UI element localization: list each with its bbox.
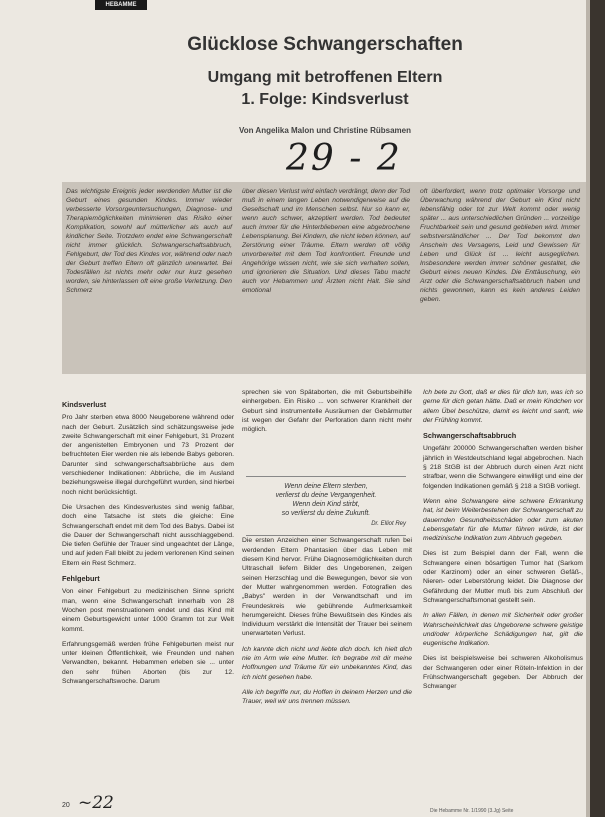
body-column-2 <box>242 388 412 713</box>
quote-line: verlierst du deine Vergangenheit. <box>275 492 377 499</box>
body-column-1 <box>62 400 234 692</box>
handwritten-page-number: ~22 <box>78 793 114 813</box>
paragraph: sprechen sie von Spätaborten, die mit Geburtsbeihilfe einhergeben. Ein Risiko ... von schwerer Krankheit der Geburt sind instrumentelle Ausräumen der Gebärmutter ist wegen der Gefahr der Perforation dann nicht mehr möglich. <box>242 389 412 434</box>
book-spine <box>590 0 605 817</box>
page-footer: Die Hebamme Nr. 1/1990 (3.Jg) Seite <box>430 808 514 814</box>
pull-quote <box>246 476 406 536</box>
intro-column-1: Das wichtigste Ereignis jeder werdenden Mutter ist die Geburt eines gesunden Kindes. Immer wieder verbesserte Vorsorgeuntersuchungen, Diagnose- und Therapiemöglichkeiten minimieren das Risiko einer Komplikation, sowohl auf mütterlicher als auch auf kindlicher Seite. Trotzdem endet eine Schwangerschaft nicht immer glücklich. Schwangerschaftsabbruch, Fehlgeburt, der Tod des Kindes vor, während oder nach der Geburt treffen Eltern oft gänzlich unerwartet. Bei Todesfällen ist nichts mehr oder nur kurz gesehen worden, sie hinterlassen oft eine große Verletzung. Den Schmerz <box>66 188 232 294</box>
quote-line: Wenn deine Eltern sterben, <box>284 483 368 490</box>
paragraph: Dies ist zum Beispiel dann der Fall, wenn die Schwangere einen bösartigen Tumor hat (Sarkom oder Karzinom) oder an einer schweren Gefäß-, Nieren- oder Leberstörung leidet. Die Diagnose der Gefährdung der Mutter muß bis zum Abschluß der Schwangerschaftsmonat gestellt sein. <box>423 550 583 604</box>
intro-column-3: oft überfordert, wenn trotz optimaler Vorsorge und Überwachung während der Geburt ein Kind nicht lebensfähig oder tot zur Welt kommt oder wenig später ... aus unterschiedlichen Gründen ... vorzeitige Fruchtbarkeit sein und gesund geblieben wird. Immer selbstverständlicher ... Der Tod bekommt den Anschein des Versagens, Leid und Gewissen für Leben und Glück ist ... leicht ausgeglichen. Insbesondere werden immer schöner gestaltet, die Geburt eines neuen Kindes. Die Enttäuschung, ein Arzt oder die Schwangerschaftsabbruch haben und nichts gewonnen, kann es kein anderes Leiden geben. <box>420 188 580 303</box>
paragraph: Die ersten Anzeichen einer Schwangerschaft rufen bei werdenden Eltern Phantasien über das Leben mit diesem Kind hervor. Frühe Diagnosemöglichkeiten durch Ultraschall liefern Bilder des Ungeborenen, zeigen seinen Herzschlag und die Bewegungen, bevor sie von der Mutter wahrgenommen werden. Fotografien des „Babys" werden in der Verwandtschaft und im Freundeskreis wie gebührende Aufmerksamkeit herumgereicht. Dieses frühe Bewußtsein des Kindes als Individuum verstärkt die Intensität der Trauer bei seinem unerwarteten Verlust. <box>242 537 412 638</box>
page-number: 20 <box>62 802 70 809</box>
intro-column-2: über diesen Verlust wird einfach verdrängt, denn der Tod muß in einem langen Leben notwendigerweise auf die Gesellschaft und im Menschen selbst. Nur so kann er, wenn auch schwer, akzeptiert werden. Tod bedeutet auch immer für die Hinterbliebenen eine abgebrochene Lebensplanung. Bei Kindern, die nicht leben können, auf Zerstörung einer Träume. Eltern werden oft völlig unvorbereitet mit dem Tod konfrontiert. Freunde und Angehörige wissen nicht, wie sie sich verhalten sollen, und ignorieren die Situation. Und dieses Tabu macht auch vor Hebammen und Ärzten nicht Halt. Sie sind emotional <box>242 188 410 294</box>
paragraph: Ungefähr 200000 Schwangerschaften werden bisher jährlich in Westdeutschland legal abgebrochen. Nach § 218 StGB ist der Abbruch durch einen Arzt nicht strafbar, wenn die Schwangere einwilligt und eine der folgenden Indikationen gemäß § 218 a StGB vorliegt. <box>423 445 583 490</box>
paragraph: Erfahrungsgemäß werden frühe Fehlgeburten meist nur unter kleinen Öffentlichkeit, wie Freunden und nahen Verwandten, bekannt. Hebammen erleben sie ... unter den sehr frühen Aborten (bis zur 12. Schwangerschaftswoche. Darum <box>62 640 234 686</box>
paragraph: In allen Fällen, in denen mit Sicherheit oder großer Wahrscheinlichkeit das Ungeborene schwere geistige und/oder körperliche Schädigungen hat, gilt die eugenische Indikation. <box>423 612 583 648</box>
quote-source: Dr. Elliot Rey <box>371 521 406 527</box>
quote-line: Wenn dein Kind stirbt, <box>292 501 360 508</box>
poem-paragraph: Alle ich begriffe nur, du Hoffen in deinem Herzen und die Trauer, weil wir uns trennen müssen. <box>242 688 412 706</box>
paragraph: Die Ursachen des Kindesverlustes sind wenig faßbar, doch eine Tatsache ist stets die gleiche: Eine Schwangerschaft endet mit dem Tod des Babys. Dabei ist die Dauer der Schwangerschaft nicht ausschlaggebend. Die tiefen Gefühle der Trauer sind ungeachtet der Länge, und auf jeden Fall bleibt zu jedem verlorenen Kind seinen Eltern ein Rest Schmerz. <box>62 503 234 567</box>
article-series-title: 1. Folge: Kindsverlust <box>241 91 409 108</box>
paragraph: Pro Jahr sterben etwa 8000 Neugeborene während oder nach der Geburt. Zusätzlich sind schätzungsweise jede zweite Schwangerschaft mit einer Fehlgeburt, 31 Prozent der angenistelten Embryonen und 73 Prozent der befruchteten Eier werden nie als lebende Babys geboren. Darunter sind schwangerschaftsabbrüche aus dem verschiedener Indikationen: Abbrüche, die im Ausland beziehungsweise illegal durchgeführt wurden, sind hierbei noch nicht berücksichtigt. <box>62 414 234 496</box>
paragraph: Dies ist beispielsweise bei schweren Alkoholismus der Schwangeren oder einer Röteln-Infektion in der Frühschwangerschaft gegeben. Der Abbruch der Schwanger <box>423 655 583 691</box>
section-label: HEBAMME <box>95 0 147 10</box>
article-authors: Von Angelika Malon und Christine Rübsamen <box>238 126 411 135</box>
quote-line: so verlierst du deine Zukunft. <box>281 510 371 517</box>
section-heading: Fehlgeburt <box>62 574 100 584</box>
handwritten-note: 29 - 2 <box>286 138 402 179</box>
section-heading: Schwangerschaftsabbruch <box>423 431 517 441</box>
section-heading: Kindsverlust <box>62 400 107 409</box>
paragraph: Von einer Fehlgeburt zu medizinischen Sinne spricht man, wenn eine Schwangerschaft innerhalb von 28 Wochen post menstruationem endet und das Kind mit einem Geburtsgewicht unter 1000 Gramm tot zur Welt kommt. <box>62 588 234 633</box>
article-title: Glücklose Schwangerschaften <box>187 34 463 55</box>
poem-paragraph: Ich kannte dich nicht und liebte dich doch. Ich hielt dich nie im Arm wie eine Mutter. Ich begrabe mit dir meine Hoffnungen und Träume für ein unbekanntes Kind, das ich nicht gesehen habe. <box>242 645 412 681</box>
article-subtitle: Umgang mit betroffenen Eltern <box>207 69 443 86</box>
poem-paragraph: Ich bete zu Gott, daß er dies für dich tun, was ich so gerne für dich getan hätte. Daß er mein Kindchen vor allem Übel beschütze, damit es leicht und sanft, wie der Frühling kommt. <box>423 389 583 424</box>
body-column-3 <box>423 388 583 698</box>
paragraph: Wenn eine Schwangere eine schwere Erkrankung hat, ist beim Weiterbestehen der Schwangerschaft zu dauernden Gesundheitsschäden oder zum akuten Lebensgefahr für die Mutter führen würde, ist der medizinische Indikation zum Abbruch gegeben. <box>423 497 583 543</box>
